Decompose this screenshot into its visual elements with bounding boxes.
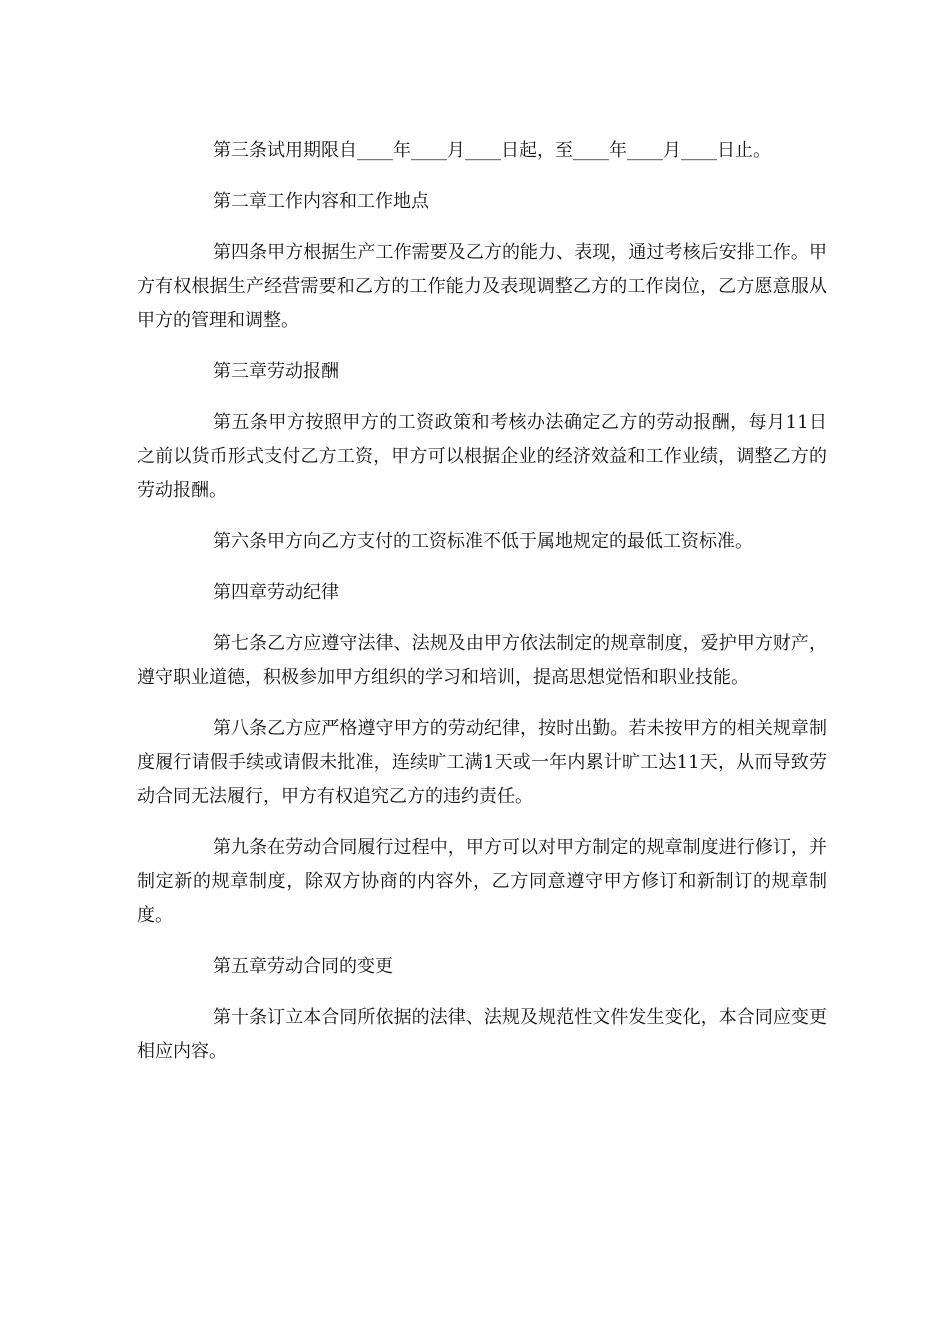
- article-4: 第四条甲方根据生产工作需要及乙方的能力、表现，通过考核后安排工作。甲方有权根据生产经营需要和乙方的工作能力及表现调整乙方的工作岗位，乙方愿意服从甲方的管理和调整。: [137, 242, 827, 331]
- chapter-2-heading: 第二章工作内容和工作地点: [213, 191, 429, 212]
- article-9: 第九条在劳动合同履行过程中，甲方可以对甲方制定的规章制度进行修订，并制定新的规章制度，除双方协商的内容外，乙方同意遵守甲方修订和新制订的规章制度。: [137, 837, 827, 926]
- article-7: 第七条乙方应遵守法律、法规及由甲方依法制定的规章制度，爱护甲方财产，遵守职业道德，积极参加甲方组织的学习和培训，提高思想觉悟和职业技能。: [137, 633, 827, 688]
- article-6: 第六条甲方向乙方支付的工资标准不低于属地规定的最低工资标准。: [213, 531, 753, 552]
- chapter-4-heading: 第四章劳动纪律: [213, 582, 339, 603]
- article-3: 第三条试用期限自____年____月____日起，至____年____月____日止。: [213, 140, 771, 161]
- document-body: [137, 134, 827, 1086]
- chapter-5-heading: 第五章劳动合同的变更: [213, 956, 393, 977]
- article-10: 第十条订立本合同所依据的法律、法规及规范性文件发生变化，本合同应变更相应内容。: [137, 1007, 827, 1062]
- chapter-3-heading: 第三章劳动报酬: [213, 361, 339, 382]
- article-8: 第八条乙方应严格遵守甲方的劳动纪律，按时出勤。若未按甲方的相关规章制度履行请假手续或请假未批准，连续旷工满1天或一年内累计旷工达11天，从而导致劳动合同无法履行，甲方有权追究乙方的违约责任。: [137, 718, 827, 807]
- article-5: 第五条甲方按照甲方的工资政策和考核办法确定乙方的劳动报酬，每月11日之前以货币形式支付乙方工资，甲方可以根据企业的经济效益和工作业绩，调整乙方的劳动报酬。: [137, 412, 827, 501]
